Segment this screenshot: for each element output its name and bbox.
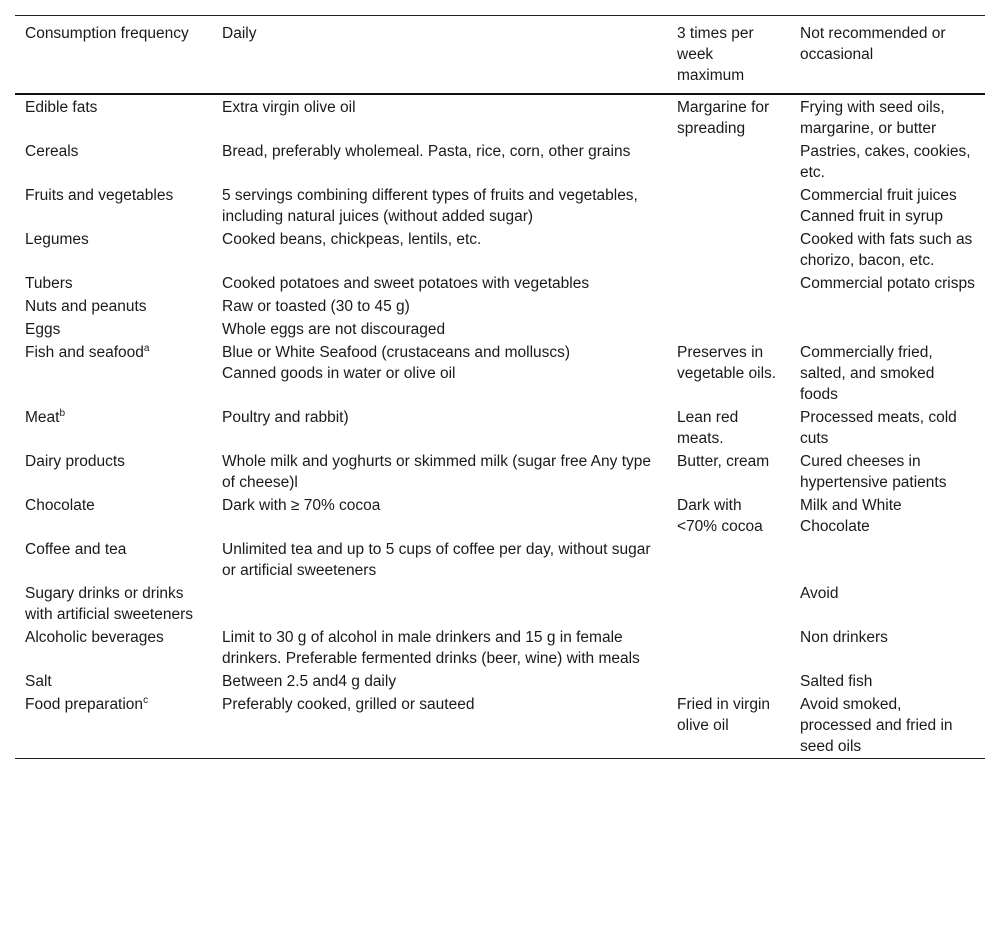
category-cell — [15, 693, 212, 759]
header-not-recommended: Not recommended or occasional — [800, 25, 946, 63]
weekly-cell — [667, 295, 790, 318]
category-cell — [15, 295, 212, 318]
daily-cell — [212, 295, 667, 318]
weekly-cell — [667, 272, 790, 295]
category-label: Fruits and vegetables — [25, 187, 174, 204]
occasional-cell: Non drinkers — [800, 629, 888, 646]
category-cell — [15, 582, 212, 626]
category-label: Fish and seafood — [25, 344, 144, 361]
weekly-cell: Margarine for spreading — [677, 99, 770, 137]
daily-cell — [212, 406, 667, 450]
daily-text: Preferably cooked, grilled or sauteed — [222, 696, 475, 713]
daily-text: Whole milk and yoghurts or skimmed milk (sugar free Any type of cheese)l — [222, 453, 651, 491]
header-three-times-weekly: 3 times per week maximum — [677, 25, 754, 84]
category-label: Salt — [25, 673, 52, 690]
table-row — [15, 670, 985, 693]
table-row — [15, 582, 985, 626]
header-row — [15, 16, 985, 95]
daily-text: 5 servings combining different types of fruits and vegetables, including natural juices (without added sugar) — [222, 187, 638, 225]
weekly-cell — [667, 318, 790, 341]
occasional-cell: Avoid — [800, 585, 839, 602]
daily-cell — [212, 341, 667, 406]
weekly-cell — [667, 670, 790, 693]
daily-text: Cooked potatoes and sweet potatoes with vegetables — [222, 275, 590, 292]
occasional-cell: Commercial fruit juices Canned fruit in syrup — [800, 187, 957, 225]
daily-text: Canned goods in water or olive oil — [222, 365, 456, 382]
occasional-cell: Pastries, cakes, cookies, etc. — [800, 143, 971, 181]
occasional-cell: Cured cheeses in hypertensive patients — [800, 453, 947, 491]
daily-text: Whole eggs are not discouraged — [222, 321, 446, 338]
category-label: Chocolate — [25, 497, 95, 514]
category-label: Edible fats — [25, 99, 98, 116]
diet-recommendations-table-container — [15, 15, 985, 759]
weekly-cell: Fried in virgin olive oil — [677, 696, 771, 734]
table-row — [15, 94, 985, 140]
category-label: Meat — [25, 409, 60, 426]
table-row — [15, 538, 985, 582]
weekly-cell — [667, 582, 790, 626]
daily-text: Extra virgin olive oil — [222, 99, 356, 116]
table-row — [15, 341, 985, 406]
category-cell — [15, 450, 212, 494]
footnote-marker: b — [59, 407, 66, 419]
daily-text: Between 2.5 and4 g daily — [222, 673, 397, 690]
table-row — [15, 228, 985, 272]
table-row — [15, 272, 985, 295]
category-cell — [15, 140, 212, 184]
table-row — [15, 494, 985, 538]
category-label: Food preparation — [25, 696, 144, 713]
header-consumption-frequency: Consumption frequency — [25, 25, 189, 42]
daily-cell — [212, 450, 667, 494]
table-row — [15, 295, 985, 318]
category-label: Eggs — [25, 321, 61, 338]
daily-cell — [212, 626, 667, 670]
occasional-cell — [790, 538, 985, 582]
table-row — [15, 406, 985, 450]
table-row — [15, 693, 985, 759]
daily-text: Cooked beans, chickpeas, lentils, etc. — [222, 231, 482, 248]
category-label: Legumes — [25, 231, 89, 248]
category-cell — [15, 228, 212, 272]
footnote-marker: c — [143, 694, 149, 706]
table-header — [15, 16, 985, 95]
category-label: Nuts and peanuts — [25, 298, 147, 315]
daily-cell — [212, 494, 667, 538]
daily-text: Raw or toasted (30 to 45 g) — [222, 298, 410, 315]
category-cell — [15, 184, 212, 228]
daily-text: Poultry and rabbit) — [222, 409, 349, 426]
daily-cell — [212, 693, 667, 759]
occasional-cell: Milk and White Chocolate — [800, 497, 902, 535]
category-cell — [15, 626, 212, 670]
daily-text: Bread, preferably wholemeal. Pasta, rice, corn, other grains — [222, 143, 631, 160]
weekly-cell: Butter, cream — [677, 453, 770, 470]
daily-cell — [212, 272, 667, 295]
category-cell — [15, 538, 212, 582]
weekly-cell — [667, 184, 790, 228]
category-cell — [15, 406, 212, 450]
daily-text: Blue or White Seafood (crustaceans and molluscs) — [222, 344, 571, 361]
weekly-cell — [667, 228, 790, 272]
header-daily: Daily — [222, 25, 257, 42]
category-label: Tubers — [25, 275, 73, 292]
occasional-cell: Commercially fried, salted, and smoked foods — [800, 344, 935, 403]
daily-text: Dark with ≥ 70% cocoa — [222, 497, 381, 514]
daily-cell — [212, 582, 667, 626]
daily-cell — [212, 140, 667, 184]
category-label: Sugary drinks or drinks with artificial sweeteners — [25, 585, 193, 623]
category-cell — [15, 94, 212, 140]
footnote-marker: a — [143, 342, 150, 354]
weekly-cell: Dark with <70% cocoa — [677, 497, 763, 535]
occasional-cell: Frying with seed oils, margarine, or butter — [800, 99, 945, 137]
occasional-cell: Commercial potato crisps — [800, 275, 975, 292]
category-cell — [15, 494, 212, 538]
daily-cell — [212, 318, 667, 341]
weekly-cell: Preserves in vegetable oils. — [677, 344, 777, 382]
occasional-cell: Cooked with fats such as chorizo, bacon, etc. — [800, 231, 973, 269]
daily-cell — [212, 94, 667, 140]
table-row — [15, 140, 985, 184]
daily-text: Unlimited tea and up to 5 cups of coffee per day, without sugar or artificial sweeteners — [222, 541, 651, 579]
occasional-cell: Avoid smoked, processed and fried in seed oils — [800, 696, 953, 755]
table-body — [15, 94, 985, 759]
weekly-cell — [667, 538, 790, 582]
category-label: Dairy products — [25, 453, 125, 470]
category-cell — [15, 341, 212, 406]
daily-cell — [212, 670, 667, 693]
category-label: Cereals — [25, 143, 79, 160]
occasional-cell — [790, 295, 985, 318]
daily-cell — [212, 538, 667, 582]
category-cell — [15, 318, 212, 341]
occasional-cell — [790, 318, 985, 341]
diet-recommendations-table — [15, 15, 985, 759]
table-row — [15, 184, 985, 228]
table-row — [15, 450, 985, 494]
weekly-cell: Lean red meats. — [677, 409, 739, 447]
weekly-cell — [667, 626, 790, 670]
occasional-cell: Salted fish — [800, 673, 873, 690]
table-row — [15, 318, 985, 341]
weekly-cell — [667, 140, 790, 184]
category-cell — [15, 272, 212, 295]
daily-cell — [212, 184, 667, 228]
category-cell — [15, 670, 212, 693]
daily-cell — [212, 228, 667, 272]
occasional-cell: Processed meats, cold cuts — [800, 409, 957, 447]
table-row — [15, 626, 985, 670]
category-label: Alcoholic beverages — [25, 629, 164, 646]
category-label: Coffee and tea — [25, 541, 127, 558]
daily-text: Limit to 30 g of alcohol in male drinkers and 15 g in female drinkers. Preferable fermented drinks (beer, wine) with meals — [222, 629, 640, 667]
